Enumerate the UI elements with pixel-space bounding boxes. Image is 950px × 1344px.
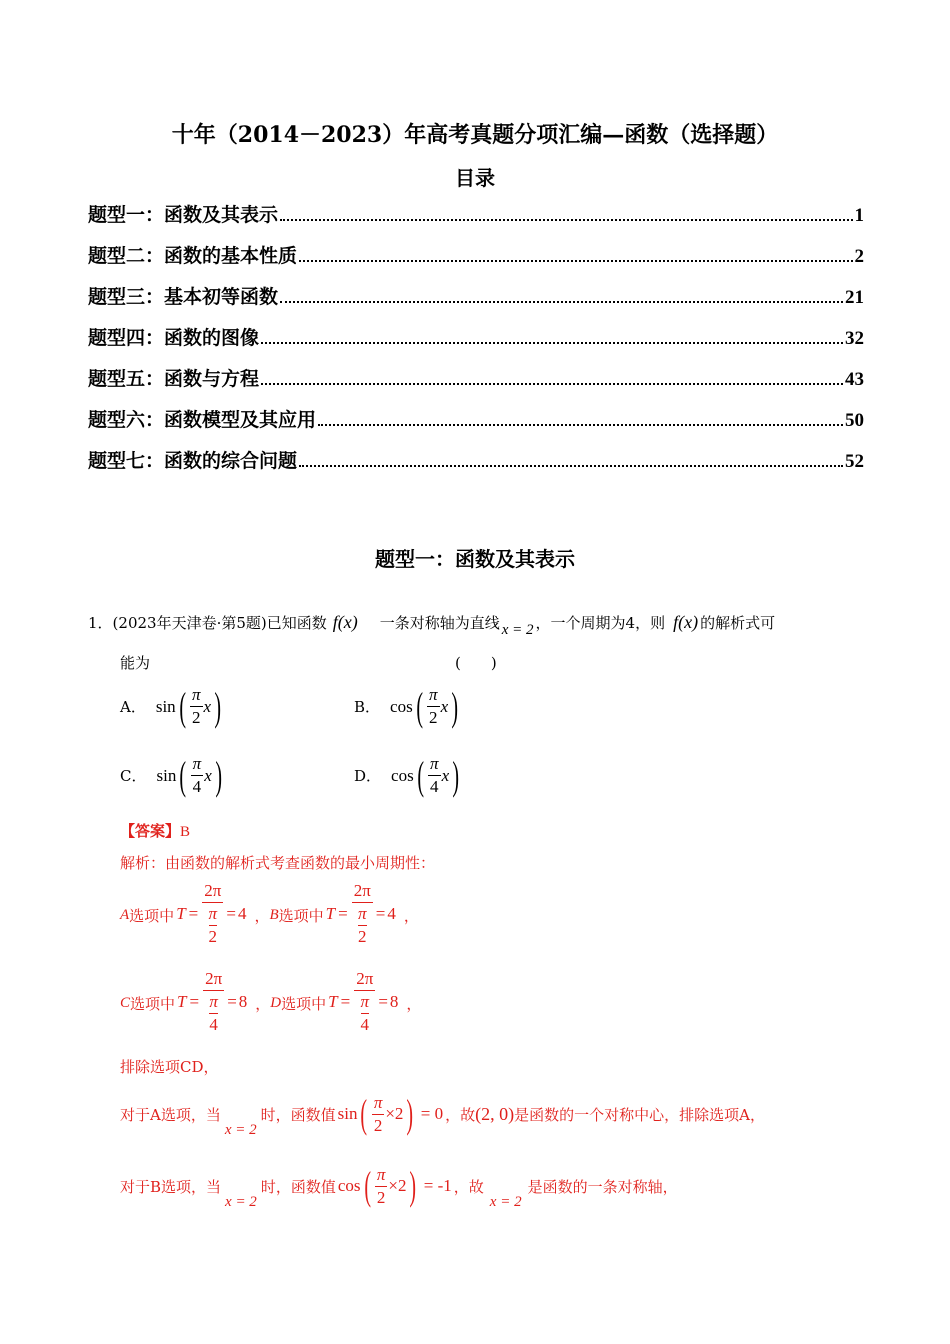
frac-num: π	[191, 753, 204, 776]
toc-leader	[261, 383, 843, 385]
option-fn: sin	[155, 696, 176, 716]
toc-entry-page: 43	[845, 369, 864, 390]
toc-leader	[261, 342, 843, 344]
toc-entry-page: 21	[845, 287, 864, 308]
toc-leader	[299, 260, 852, 262]
variable-x: x	[203, 696, 212, 716]
option-b[interactable]: B． cos ( $\frac{\pi}{2}$ x )	[354, 683, 459, 729]
condition-x-eq-2: x = 2	[501, 622, 534, 638]
option-label: C	[120, 994, 131, 1011]
function-f-x-2: f(x)	[673, 612, 699, 632]
question-stem	[88, 612, 776, 638]
period-symbol: T	[325, 904, 336, 923]
frac-den: 2	[192, 708, 201, 727]
frac-num: 2π	[352, 880, 373, 903]
question-stem-cont: 能为	[120, 654, 151, 672]
option-fn: sin	[156, 765, 177, 785]
option-label: D	[270, 994, 282, 1011]
option-c[interactable]: C． sin ( $\frac{\pi}{4}$ x )	[120, 752, 222, 798]
answer-line	[120, 820, 190, 841]
row-text: 选项中	[129, 906, 175, 925]
variable-x: x	[440, 696, 449, 716]
option-fn: cos	[390, 696, 413, 716]
frac-den: 4	[430, 777, 439, 796]
answer-label: 【答案】	[120, 822, 181, 840]
toc-entry-label: 题型二：函数的基本性质	[88, 245, 298, 267]
frac-num: π	[428, 753, 441, 776]
frac-den: 2	[429, 708, 438, 727]
frac-den: 4	[192, 777, 202, 796]
option-letter: D．	[354, 767, 382, 785]
exclude-text: 排除选项CD，	[120, 1058, 219, 1076]
option-fn: cos	[391, 765, 414, 785]
function-f-x: f(x)	[332, 612, 358, 632]
period-symbol: T	[177, 992, 187, 1011]
toc-entry[interactable]	[88, 446, 864, 487]
period-row-ab: A 选项中 T = 2π π 2 = 4 ， B 选项中 T = 2π π 2 = 4 ，	[120, 881, 419, 946]
toc-leader	[280, 219, 852, 221]
toc-entry-label: 题型六：函数模型及其应用	[88, 409, 317, 431]
analysis-intro: 解析：由函数的解析式考查函数的最小周期性：	[120, 854, 436, 872]
variable-x: x	[204, 765, 212, 785]
toc-leader	[318, 424, 843, 426]
period-value: 8	[238, 992, 248, 1011]
document-title: 十年（2014－2023）年高考真题分项汇编—函数（选择题）	[171, 122, 779, 148]
analysis-line-a: 对于A选项，当 x = 2 时，函数值 sin ( $\frac{\pi}{2}$ ×2 ) = 0 ，故 (2, 0) 是函数的一个对称中心，排除选项A，	[120, 1091, 765, 1138]
toc-entry[interactable]	[88, 200, 864, 241]
option-label: A	[120, 906, 130, 923]
toc-leader	[299, 465, 843, 467]
option-letter: B．	[354, 698, 381, 716]
stem-text-1: 一条对称轴为直线	[379, 614, 500, 632]
toc-entry[interactable]	[88, 405, 864, 446]
question-number: 1．	[88, 614, 113, 632]
option-label: B	[269, 906, 279, 923]
toc-entry-label: 题型三：基本初等函数	[88, 286, 279, 308]
toc-entry[interactable]	[88, 241, 864, 282]
toc-entry[interactable]	[88, 282, 864, 323]
toc-entry-label: 题型四：函数的图像	[88, 327, 260, 349]
section-heading: 题型一：函数及其表示	[375, 547, 575, 571]
toc-entry-page: 2	[854, 246, 864, 267]
period-value: 4	[387, 904, 396, 923]
period-value: 8	[389, 992, 399, 1011]
stem-text-3: 的解析式可	[700, 614, 776, 632]
option-a[interactable]: A． sin ( $\frac{\pi}{2}$ x )	[120, 683, 222, 729]
period-symbol: T	[176, 904, 186, 923]
option-letter: A．	[120, 698, 146, 716]
toc-entry-page: 32	[845, 328, 864, 349]
toc-entry-label: 题型五：函数与方程	[88, 368, 260, 390]
stem-text-2: ，一个周期为4，则	[535, 614, 666, 632]
row-text: 选项中	[281, 994, 327, 1013]
condition-x-eq-2: x = 2	[224, 1121, 257, 1138]
table-of-contents	[88, 200, 864, 487]
symmetry-center: (2, 0)	[475, 1103, 515, 1124]
frac-num: π	[427, 684, 440, 707]
condition-x-eq-2: x = 2	[489, 1193, 522, 1210]
row-text: 选项中	[130, 994, 176, 1013]
period-value: 4	[237, 904, 247, 923]
option-d[interactable]: D． cos ( $\frac{\pi}{4}$ x )	[354, 752, 460, 798]
variable-x: x	[441, 765, 450, 785]
toc-entry-label: 题型七：函数的综合问题	[88, 450, 298, 472]
toc-entry[interactable]	[88, 323, 864, 364]
toc-entry-page: 52	[845, 451, 864, 472]
frac-num: 2π	[354, 968, 375, 991]
condition-x-eq-2: x = 2	[225, 1193, 257, 1210]
period-row-cd: C 选项中 T = 2π π 4 = 8 ， D 选项中 T = 2π π 4 = 8 ，	[120, 969, 422, 1034]
toc-entry-page: 1	[854, 205, 864, 226]
answer-blank: ( )	[455, 654, 497, 672]
row-text: 选项中	[278, 906, 324, 925]
toc-entry-label: 题型一：函数及其表示	[88, 204, 279, 226]
frac-num: π	[190, 684, 203, 707]
frac-num: 2π	[202, 880, 223, 903]
toc-entry-page: 50	[845, 410, 864, 431]
toc-entry[interactable]	[88, 364, 864, 405]
answer-value: B	[180, 824, 191, 840]
analysis-line-b: 对于B选项，当 x = 2 时，函数值 cos ( $\frac{\pi}{2}$ ×2 ) = -1 ，故 x = 2 是函数的一条对称轴，	[120, 1163, 678, 1210]
period-symbol: T	[328, 992, 338, 1011]
toc-heading: 目录	[455, 166, 495, 190]
question-source: (2023年天津卷·第5题)已知函数	[112, 614, 327, 632]
frac-num: 2π	[203, 968, 224, 991]
option-letter: C．	[120, 767, 147, 785]
toc-leader	[280, 301, 843, 303]
